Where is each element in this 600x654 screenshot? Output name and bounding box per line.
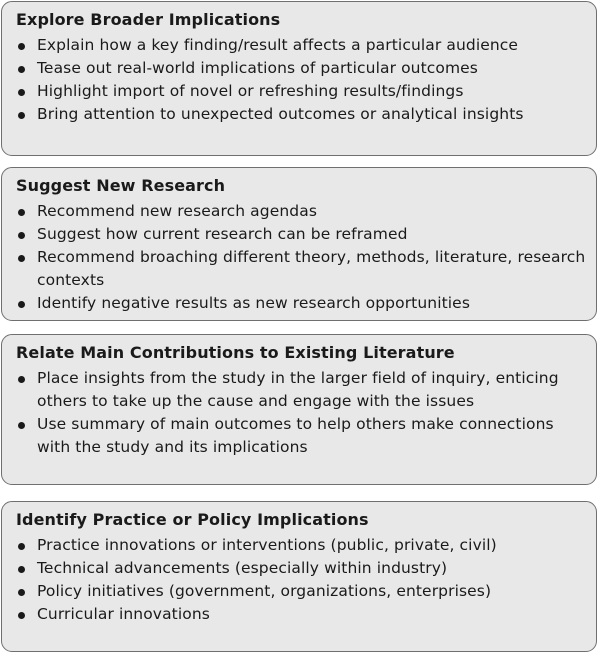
list-item (16, 413, 586, 459)
bullet-icon (18, 209, 25, 216)
bullet-icon (18, 566, 25, 573)
list-item (16, 34, 586, 57)
bullet-list (16, 200, 586, 315)
list-item-text: Suggest how current research can be reframed (37, 225, 408, 243)
list-item-text: Policy initiatives (government, organizations, enterprises) (37, 582, 492, 600)
bullet-icon (18, 43, 25, 50)
bullet-list (16, 34, 586, 126)
list-item-text: Tease out real-world implications of particular outcomes (37, 59, 478, 77)
bullet-list (16, 534, 586, 626)
list-item (16, 246, 586, 292)
list-item (16, 367, 586, 413)
bullet-icon (18, 255, 25, 262)
list-item (16, 200, 586, 223)
list-item-text: Use summary of main outcomes to help others make connections with the study and its implications (37, 415, 554, 456)
box-explore-broader-implications (1, 1, 597, 156)
list-item (16, 534, 586, 557)
list-item (16, 223, 586, 246)
bullet-icon (18, 232, 25, 239)
bullet-icon (18, 422, 25, 429)
list-item (16, 80, 586, 103)
list-item-text: Highlight import of novel or refreshing results/findings (37, 82, 464, 100)
bullet-icon (18, 376, 25, 383)
bullet-icon (18, 301, 25, 308)
box-title: Explore Broader Implications (16, 10, 281, 29)
box-title: Identify Practice or Policy Implications (16, 510, 369, 529)
list-item (16, 103, 586, 126)
box-relate-main-contributions (1, 334, 597, 485)
list-item (16, 292, 586, 315)
list-item-text: Technical advancements (especially within industry) (37, 559, 448, 577)
bullet-list (16, 367, 586, 459)
list-item (16, 603, 586, 626)
bullet-icon (18, 543, 25, 550)
box-title: Suggest New Research (16, 176, 226, 195)
list-item-text: Place insights from the study in the larger field of inquiry, enticing others to take up the cause and engage with the issues (37, 369, 559, 410)
list-item-text: Explain how a key finding/result affects a particular audience (37, 36, 519, 54)
bullet-icon (18, 112, 25, 119)
box-suggest-new-research (1, 167, 597, 321)
list-item-text: Practice innovations or interventions (public, private, civil) (37, 536, 497, 554)
bullet-icon (18, 66, 25, 73)
list-item (16, 580, 586, 603)
box-title: Relate Main Contributions to Existing Literature (16, 343, 455, 362)
box-practice-policy-implications (1, 501, 597, 652)
list-item-text: Identify negative results as new research opportunities (37, 294, 470, 312)
list-item (16, 557, 586, 580)
bullet-icon (18, 89, 25, 96)
bullet-icon (18, 589, 25, 596)
list-item-text: Recommend new research agendas (37, 202, 317, 220)
list-item-text: Bring attention to unexpected outcomes or analytical insights (37, 105, 524, 123)
list-item-text: Curricular innovations (37, 605, 210, 623)
list-item-text: Recommend broaching different theory, methods, literature, research contexts (37, 248, 586, 289)
list-item (16, 57, 586, 80)
bullet-icon (18, 612, 25, 619)
